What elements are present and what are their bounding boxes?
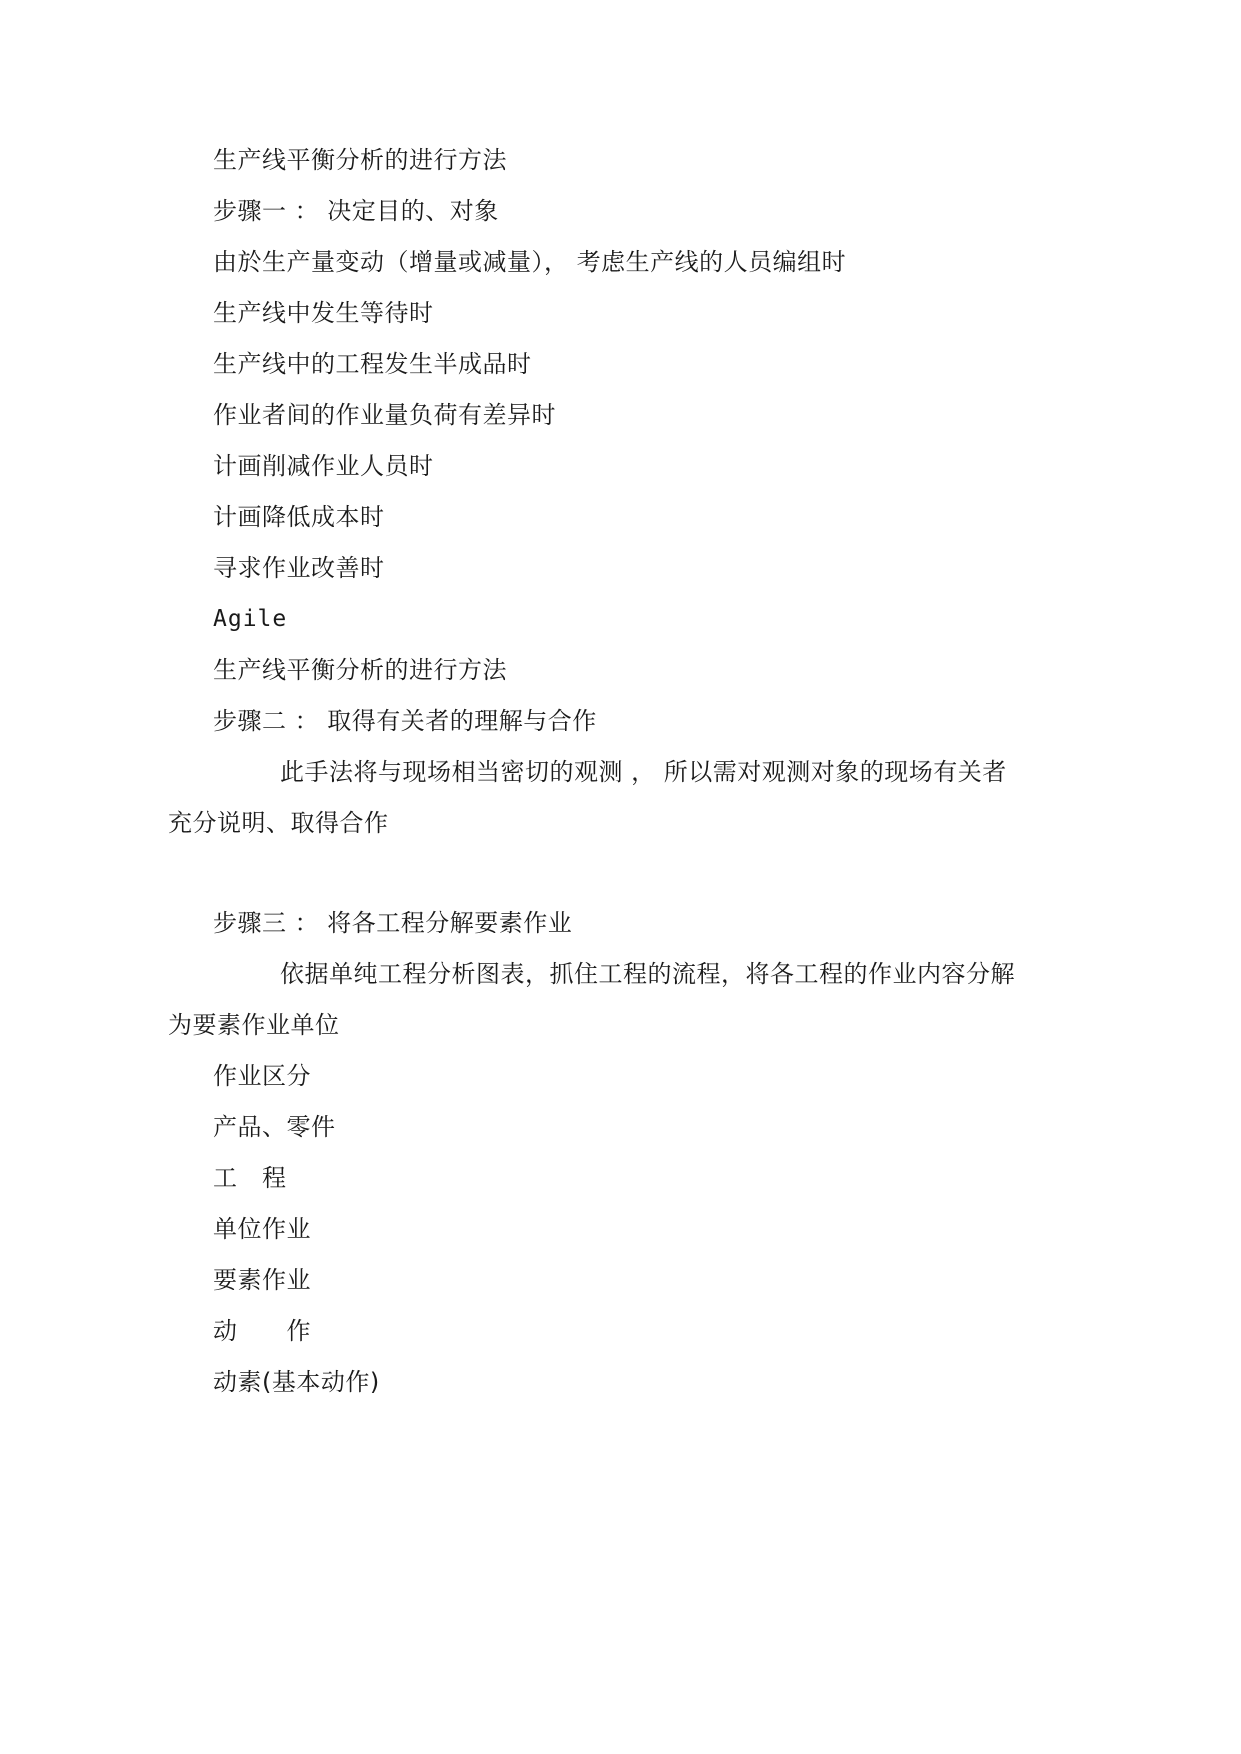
hierarchy-item: 作业区分 xyxy=(213,1062,311,1090)
step-heading: 步骤二 ： 取得有关者的理解与合作 xyxy=(213,707,597,735)
step-heading: 步骤一 ： 决定目的、对象 xyxy=(213,197,499,225)
hierarchy-item: 单位作业 xyxy=(213,1215,311,1243)
list-item: 生产线中的工程发生半成品时 xyxy=(213,350,532,378)
paragraph-line: 依据单纯工程分析图表，抓住工程的流程，将各工程的作业内容分解 xyxy=(280,960,1015,988)
paragraph-line: 此手法将与现场相当密切的观测 ， 所以需对观测对象的现场有关者 xyxy=(280,758,1007,786)
list-item: 寻求作业改善时 xyxy=(213,554,385,582)
list-item: 作业者间的作业量负荷有差异时 xyxy=(213,401,556,429)
list-item: 生产线中发生等待时 xyxy=(213,299,434,327)
agile-label: Agile xyxy=(213,606,288,632)
list-item: 计画降低成本时 xyxy=(213,503,385,531)
hierarchy-item: 动素(基本动作) xyxy=(213,1368,380,1396)
list-item: 由於生产量变动（增量或减量）， 考虑生产线的人员编组时 xyxy=(213,248,847,276)
hierarchy-item: 动 作 xyxy=(213,1317,311,1345)
section-title: 生产线平衡分析的进行方法 xyxy=(213,656,507,684)
hierarchy-item: 要素作业 xyxy=(213,1266,311,1294)
list-item: 计画削减作业人员时 xyxy=(213,452,434,480)
hierarchy-item: 工 程 xyxy=(213,1164,287,1192)
paragraph-line: 充分说明、取得合作 xyxy=(168,809,389,837)
paragraph-line: 为要素作业单位 xyxy=(168,1011,340,1039)
step-heading: 步骤三 ： 将各工程分解要素作业 xyxy=(213,909,573,937)
section-title: 生产线平衡分析的进行方法 xyxy=(213,146,507,174)
hierarchy-item: 产品、零件 xyxy=(213,1113,336,1141)
